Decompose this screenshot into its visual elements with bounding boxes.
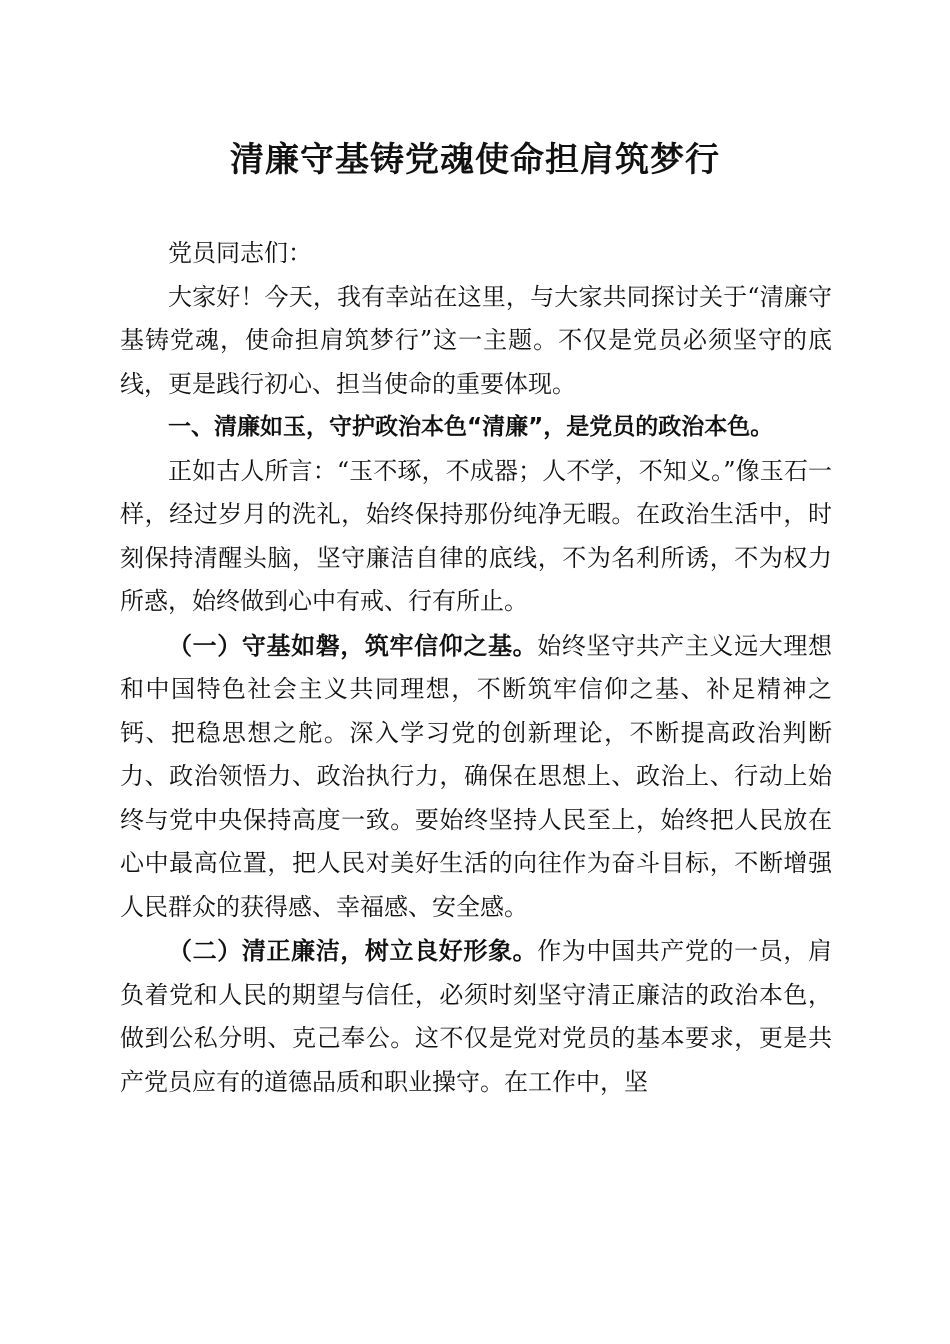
subsection-2-paragraph [120,929,832,1104]
subsection-1-text: 始终坚守共产主义远大理想和中国特色社会主义共同理想，不断筑牢信仰之基、补足精神之钙、把稳思想之舵。深入学习党的创新理论，不断提高政治判断力、政治领悟力、政治执行力，确保在思想上、政治上、行动上始终与党中央保持高度一致。要始终坚持人民至上，始终把人民放在心中最高位置，把人民对美好生活的向往作为奋斗目标，不断增强人民群众的获得感、幸福感、安全感。 [120,631,833,921]
document-body [120,232,832,1104]
subsection-2-lead: （二）清正廉洁，树立良好形象。 [168,936,538,965]
intro-paragraph: 大家好！今天，我有幸站在这里，与大家共同探讨关于“清廉守基铸党魂，使命担肩筑梦行”这一主题。不仅是党员必须坚守的底线，更是践行初心、担当使命的重要体现。 [120,282,832,398]
section-1-paragraph: 正如古人所言：“玉不琢，不成器；人不学，不知义。”像玉石一样，经过岁月的洗礼，始终保持那份纯净无暇。在政治生活中，时刻保持清醒头脑，坚守廉洁自律的底线，不为名利所诱，不为权力所惑，始终做到心中有戒、行有所止。 [120,456,832,615]
subsection-2-text: 作为中国共产党的一员，肩负着党和人民的期望与信任，必须时刻坚守清正廉洁的政治本色，做到公私分明、克己奉公。这不仅是党对党员的基本要求，更是共产党员应有的道德品质和职业操守。在工作中，坚 [120,937,833,1096]
document-title: 清廉守基铸党魂使命担肩筑梦行 [230,140,720,180]
subsection-1-paragraph [120,624,832,930]
section-heading-1: 一、清廉如玉，守护政治本色“清廉”，是党员的政治本色。 [168,414,774,440]
subsection-1-lead: （一）守基如磐，筑牢信仰之基。 [168,630,538,660]
salutation: 党员同志们： [168,239,312,267]
